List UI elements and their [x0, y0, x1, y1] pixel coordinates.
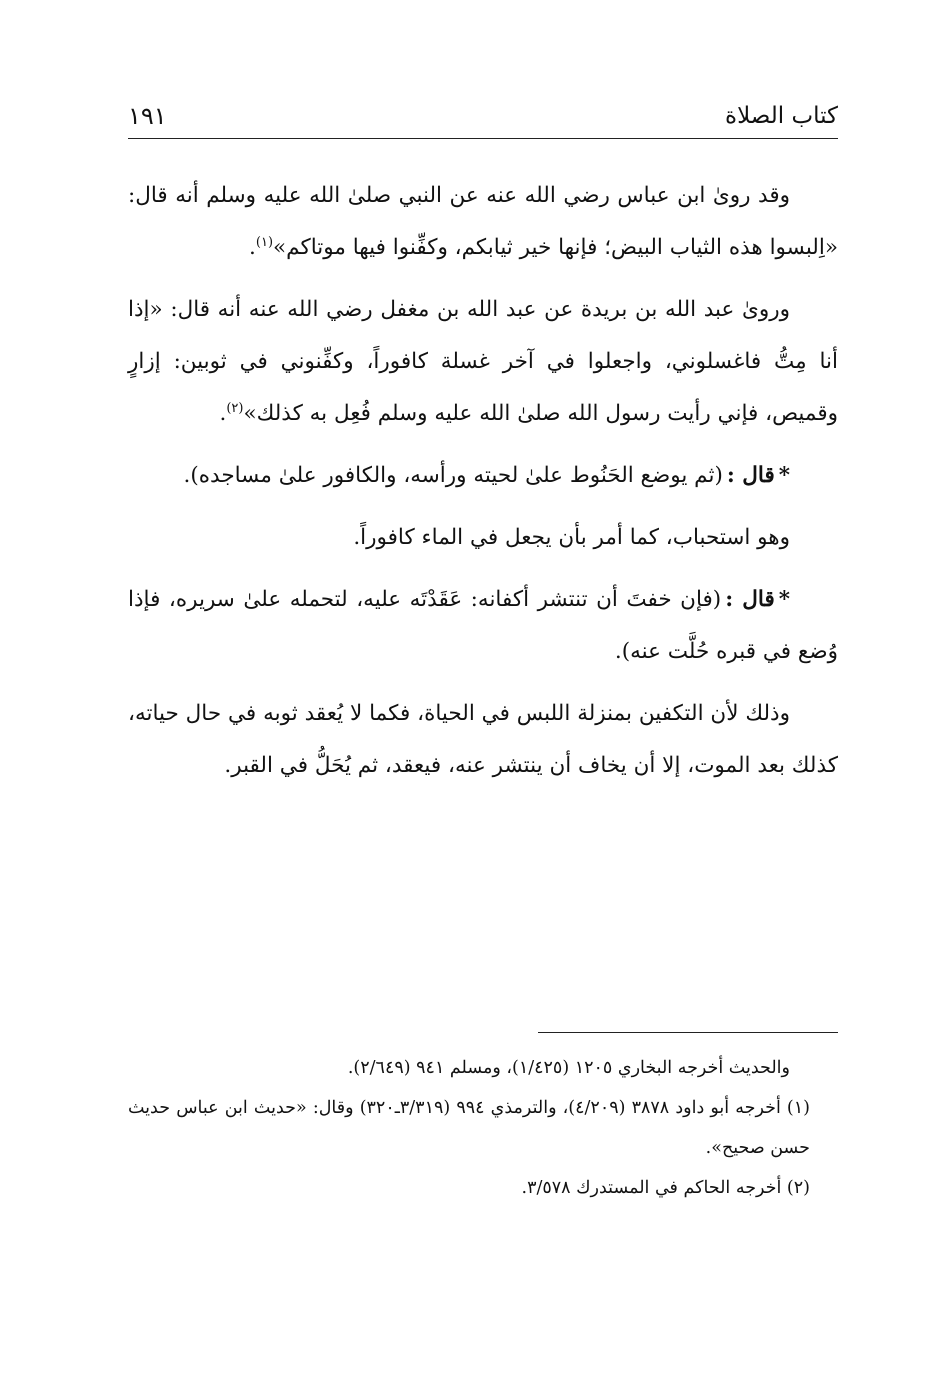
paragraph-4-text: وهو استحباب، كما أمر بأن يجعل في الماء كافوراً. — [353, 525, 790, 550]
footnote-1: (١) أخرجه أبو داود ٣٨٧٨ (٤/٢٠٩)، والترمذي ٩٩٤ (٣/٣١٩ـ٣٢٠) وقال: «حديث ابن عباس حديث حسن صحيح». — [128, 1098, 810, 1158]
paragraph-4 — [128, 512, 838, 564]
footnote-ref-1: (١) — [255, 234, 274, 250]
star-marker: * — [778, 463, 790, 488]
paragraph-6-text: وذلك لأن التكفين بمنزلة اللبس في الحياة، فكما لا يُعقد ثوبه في حال حياته، كذلك بعد الموت، إلا أن يخاف أن ينتشر عنه، فيعقد، ثم يُحَلُّ في القبر. — [128, 701, 838, 778]
page-header — [128, 96, 838, 136]
paragraph-5 — [128, 574, 838, 678]
footnote-2: (٢) أخرجه الحاكم في المستدرك ٣/٥٧٨. — [521, 1178, 810, 1198]
main-text — [128, 170, 838, 802]
paragraph-1-end: . — [249, 235, 256, 260]
paragraph-1 — [128, 170, 838, 274]
qala-keyword: قال : — [726, 463, 775, 488]
header-rule — [128, 138, 838, 139]
footnotes — [128, 1048, 838, 1208]
running-title: كتاب الصلاة — [725, 103, 838, 129]
star-marker: * — [778, 587, 791, 612]
paragraph-3 — [128, 450, 838, 502]
paragraph-6 — [128, 688, 838, 792]
paragraph-3-text: (ثم يوضع الحَنُوط علیٰ لحيته ورأسه، والكافور علیٰ مساجده). — [183, 463, 723, 488]
paragraph-5-text: (فإن خفتَ أن تنتشر أكفانه: عَقَدْتَه عليه، لتحمله علیٰ سريره، فإذا وُضع في قبره حُلَّت عنه). — [128, 587, 838, 664]
footnote-ref-2: (٢) — [226, 400, 244, 416]
page-number: ١٩١ — [128, 102, 167, 130]
paragraph-1-text: وقد رویٰ ابن عباس رضي الله عنه عن النبي صلیٰ الله عليه وسلم أنه قال: «اِلبسوا هذه الثياب البيض؛ فإنها خير ثيابكم، وكفِّنوا فيها موتاكم» — [128, 183, 838, 260]
paragraph-2 — [128, 284, 838, 440]
paragraph-2-text: ورویٰ عبد الله بن بريدة عن عبد الله بن مغفل رضي الله عنه أنه قال: «إذا أنا مِتُّ فاغسلوني، واجعلوا في آخر غسلة كافوراً، وكفِّنوني في ثوبين: إزارٍ وقميص، فإني رأيت رسول الله صلیٰ الله عليه وسلم فُعِل به كذلك» — [128, 297, 838, 426]
footnote-0: والحديث أخرجه البخاري ١٢٠٥ (١/٤٢٥)، ومسلم ٩٤١ (٢/٦٤٩). — [347, 1058, 790, 1078]
footnote-rule — [538, 1032, 838, 1033]
paragraph-2-end: . — [219, 401, 227, 426]
qala-keyword: قال : — [725, 587, 775, 612]
